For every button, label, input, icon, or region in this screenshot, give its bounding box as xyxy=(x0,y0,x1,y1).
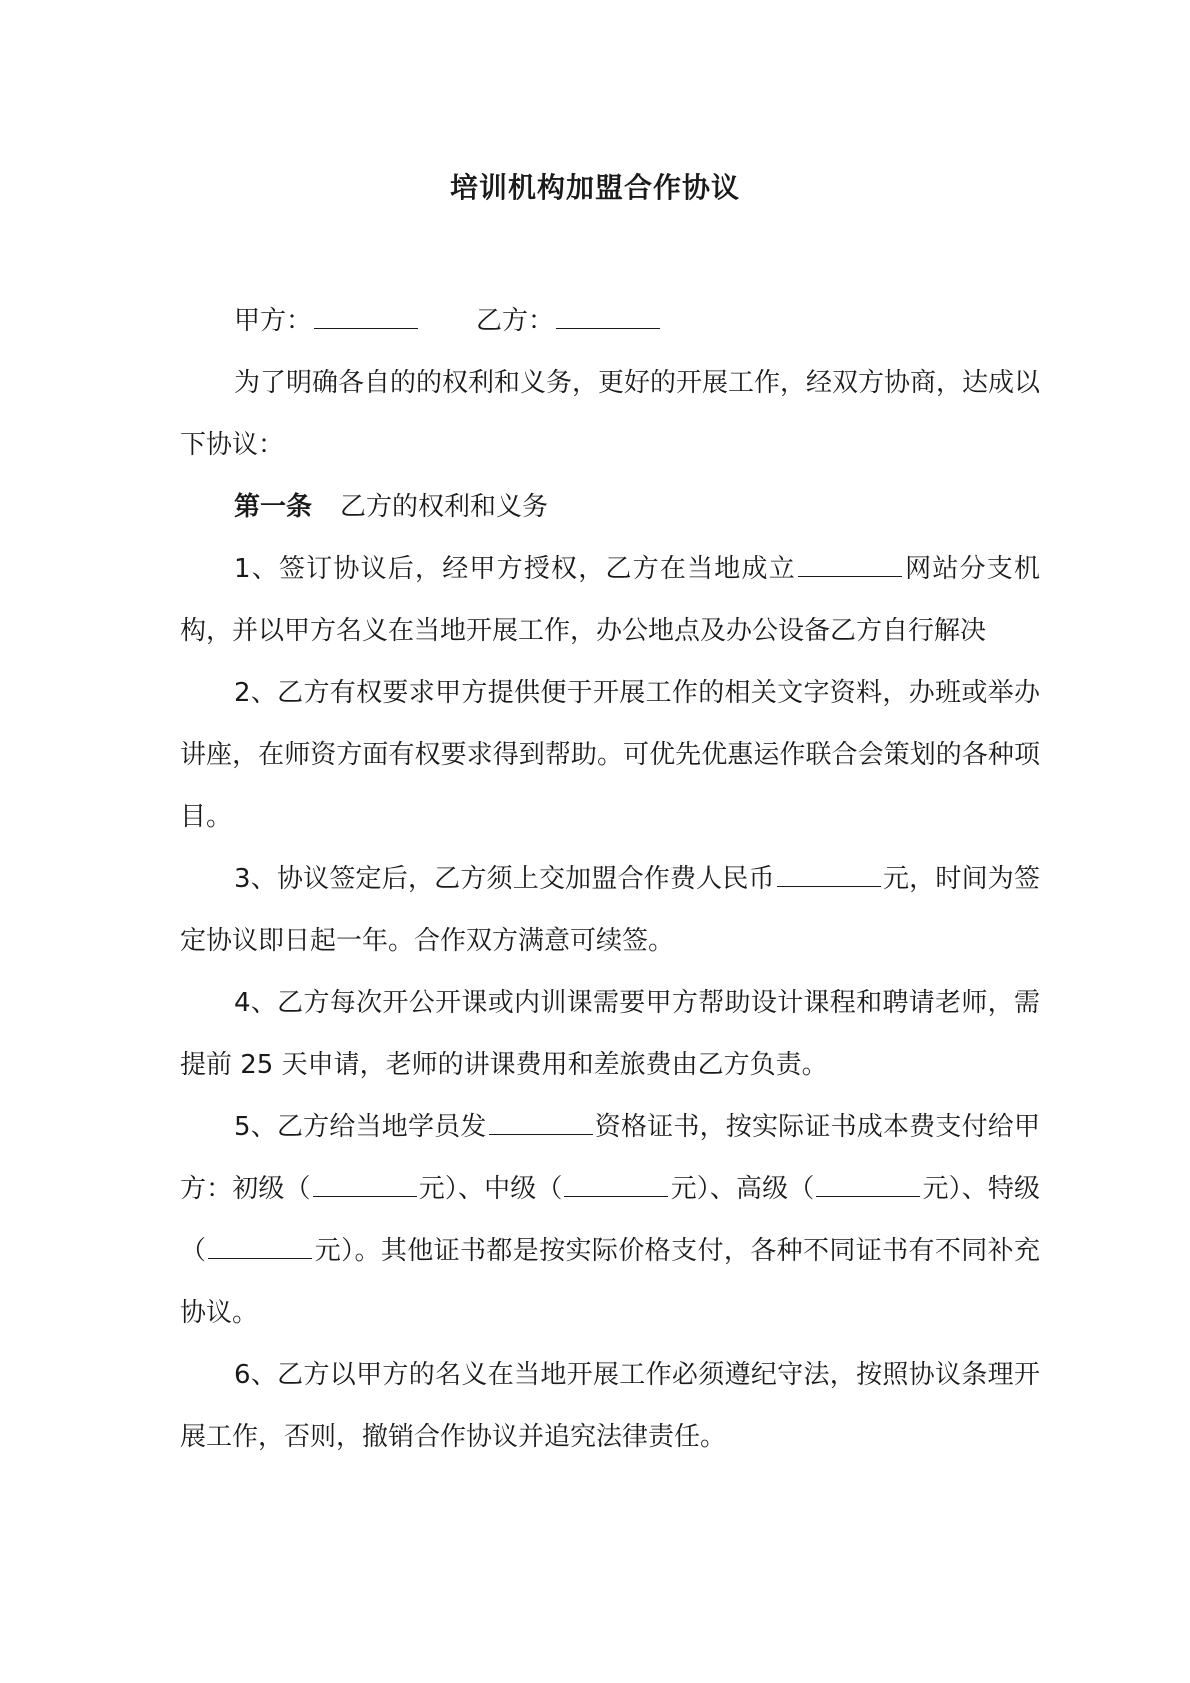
party-b-blank xyxy=(556,306,660,329)
clause-5-text-e: 元）、特级（ xyxy=(180,1174,1040,1266)
clause-5-text-a: 5、乙方给当地学员发 xyxy=(234,1112,487,1142)
clause-5-text-f: 元）。其他证书都是按实际价格支付，各种不同证书有不同补充协议。 xyxy=(180,1236,1040,1328)
article-heading xyxy=(180,476,1040,538)
clause-5-blank-junior xyxy=(313,1174,417,1197)
clause-1-text-b: 网站分支机构，并以甲方名义在当地开展工作，办公地点及办公设备乙方自行解决 xyxy=(180,554,1040,646)
clause-5 xyxy=(180,1096,1040,1344)
article-heading-text: 乙方的权利和义务 xyxy=(340,492,549,522)
clause-6: 6、乙方以甲方的名义在当地开展工作必须遵纪守法，按照协议条理开展工作，否则，撤销合作协议并追究法律责任。 xyxy=(180,1360,1040,1452)
clause-3-text-b: 元，时间为签定协议即日起一年。合作双方满意可续签。 xyxy=(180,864,1040,956)
clause-3-text-a: 3、协议签定后，乙方须上交加盟合作费人民币 xyxy=(234,864,775,894)
clause-1 xyxy=(180,538,1040,662)
clause-4: 4、乙方每次开公开课或内训课需要甲方帮助设计课程和聘请老师，需提前 25 天申请，老师的讲课费用和差旅费由乙方负责。 xyxy=(180,988,1040,1080)
clause-2: 2、乙方有权要求甲方提供便于开展工作的相关文字资料，办班或举办讲座，在师资方面有权要求得到帮助。可优先优惠运作联合会策划的各种项目。 xyxy=(180,678,1040,832)
party-a-blank xyxy=(314,306,418,329)
document-body xyxy=(180,290,1040,1468)
parties-line xyxy=(180,290,1040,352)
clause-1-blank xyxy=(798,554,902,577)
clause-5-blank-intermediate xyxy=(564,1174,668,1197)
clause-5-blank-senior xyxy=(816,1174,920,1197)
clause-1-text-a: 1、签订协议后，经甲方授权，乙方在当地成立 xyxy=(234,554,796,584)
clause-5-text-d: 元）、高级（ xyxy=(670,1174,815,1204)
clause-5-blank-certificate xyxy=(489,1112,593,1135)
party-b-label: 乙方： xyxy=(476,306,555,336)
clause-5-text-b: 资格证书，按实际证书成本费支付给甲方：初级（ xyxy=(180,1112,1040,1204)
clause-5-text-c: 元）、中级（ xyxy=(418,1174,563,1204)
clause-5-blank-special xyxy=(208,1236,312,1259)
document-title: 培训机构加盟合作协议 xyxy=(449,171,740,204)
intro-paragraph: 为了明确各自的的权利和义务，更好的开展工作，经双方协商，达成以下协议： xyxy=(180,368,1041,460)
article-number: 第一条 xyxy=(234,492,313,522)
clause-3-blank xyxy=(777,864,881,887)
clause-3 xyxy=(180,848,1040,972)
party-a-label: 甲方： xyxy=(234,306,313,336)
